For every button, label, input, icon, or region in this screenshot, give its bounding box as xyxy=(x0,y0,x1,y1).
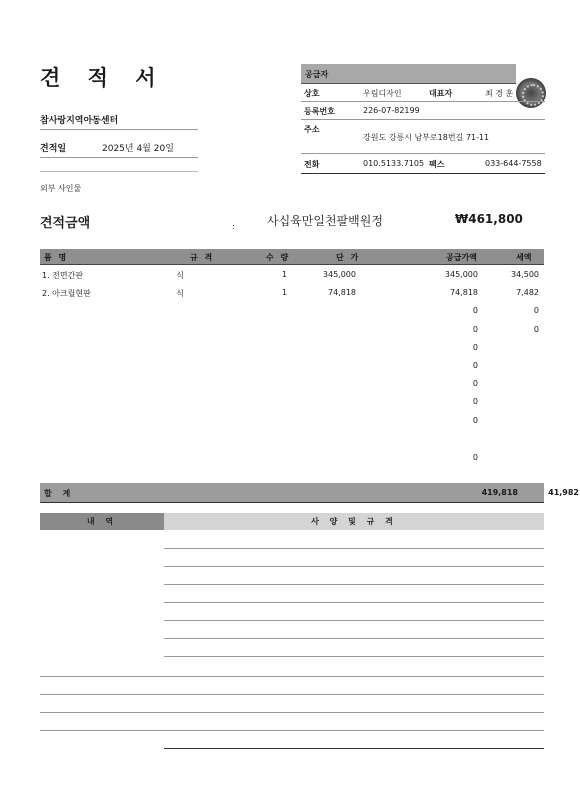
table-cell-supply: 0 xyxy=(472,397,478,407)
amount-words: 사십육만일천팔백원정 xyxy=(267,214,383,228)
client-name: 참사랑지역아동센터 xyxy=(40,116,119,126)
spec-line xyxy=(40,712,544,713)
name-value: 우림디자인 xyxy=(363,89,402,98)
spec-line xyxy=(40,730,544,731)
spec-line xyxy=(40,676,544,677)
spec-line xyxy=(164,584,544,585)
table-cell-item: 2. 아크릴현판 xyxy=(42,289,91,299)
header-price: 단 가 xyxy=(336,253,361,262)
spec-line xyxy=(164,638,544,639)
fax-value: 033-644-7558 xyxy=(485,159,542,168)
tel-label: 전화 xyxy=(304,160,320,169)
amount-number: ₩461,800 xyxy=(455,212,523,226)
reg-value: 226-07-82199 xyxy=(363,106,420,115)
supplier-header xyxy=(301,64,516,84)
tel-value: 010.5133.7105 xyxy=(363,159,425,168)
header-qty: 수 량 xyxy=(266,253,291,262)
spec-left-header xyxy=(40,513,164,530)
spec-bottom-line xyxy=(164,748,544,749)
addr-value: 강원도 강릉시 남부로18번길 71-11 xyxy=(363,133,490,142)
divider xyxy=(40,129,198,130)
recipient-note: 외부 사인물 xyxy=(40,184,82,193)
spec-line xyxy=(164,566,544,567)
table-cell-supply: 0 xyxy=(472,342,478,352)
table-cell-supply: 0 xyxy=(472,324,478,334)
total-bar xyxy=(40,483,579,503)
spec-line xyxy=(164,620,544,621)
rep-label: 대표자 xyxy=(429,89,453,98)
divider xyxy=(40,157,198,158)
spec-line xyxy=(164,656,544,657)
date-label: 견적일 xyxy=(40,144,67,154)
amount-label: 견적금액 xyxy=(40,216,91,231)
table-cell-spec: 식 xyxy=(176,271,184,280)
header-item: 품 명 xyxy=(44,253,69,262)
table-cell-tax: 0 xyxy=(533,324,539,334)
spec-line xyxy=(164,548,544,549)
divider xyxy=(40,171,198,172)
items-table-header xyxy=(40,249,544,265)
table-cell-tax: 34,500 xyxy=(511,270,539,279)
supplier-row-addr xyxy=(301,120,545,154)
supplier-row-tel xyxy=(301,154,545,174)
spec-line xyxy=(40,694,544,695)
table-cell-qty: 1 xyxy=(281,270,287,279)
header-tax: 세액 xyxy=(516,253,532,262)
table-cell-item: 1. 전면간판 xyxy=(42,271,84,280)
table-cell-price: 74,818 xyxy=(328,288,356,298)
supplier-row-name xyxy=(301,84,545,102)
header-spec: 규 격 xyxy=(190,253,215,262)
spec-right-header xyxy=(164,513,544,530)
spec-right-label: 사 양 및 규 격 xyxy=(311,517,397,526)
document-title: 견 적 서 xyxy=(40,66,166,90)
table-cell-supply: 0 xyxy=(472,415,478,425)
amount-colon: : xyxy=(232,222,235,231)
table-cell-tax: 0 xyxy=(533,306,539,316)
table-cell-supply: 74,818 xyxy=(450,288,478,298)
supplier-box xyxy=(301,64,545,174)
reg-label: 등록번호 xyxy=(304,107,335,116)
header-supply: 공급가액 xyxy=(446,253,477,262)
table-cell-supply: 0 xyxy=(472,361,478,370)
supplier-header-label: 공급자 xyxy=(305,70,329,79)
addr-label: 주소 xyxy=(304,125,320,134)
total-label: 합 계 xyxy=(44,489,75,498)
table-cell-supply: 0 xyxy=(472,379,478,389)
table-cell-spec: 식 xyxy=(176,289,184,299)
total-supply: 419,818 xyxy=(481,488,518,497)
spec-left-label: 내 역 xyxy=(86,517,118,526)
rep-value: 최 경 훈 xyxy=(485,89,514,98)
table-cell-supply: 345,000 xyxy=(444,270,478,279)
table-cell-supply: 0 xyxy=(472,306,478,316)
total-tax: 41,982 xyxy=(548,488,579,497)
spec-line xyxy=(164,602,544,603)
table-cell-tax: 7,482 xyxy=(516,288,539,298)
date-value: 2025년 4월 20일 xyxy=(102,144,174,154)
table-cell-price: 345,000 xyxy=(322,270,356,279)
fax-label: 팩스 xyxy=(429,160,445,169)
table-cell-qty: 1 xyxy=(281,288,287,298)
name-label: 상호 xyxy=(304,89,320,98)
extra-zero: 0 xyxy=(472,453,478,462)
supplier-row-reg xyxy=(301,102,545,120)
